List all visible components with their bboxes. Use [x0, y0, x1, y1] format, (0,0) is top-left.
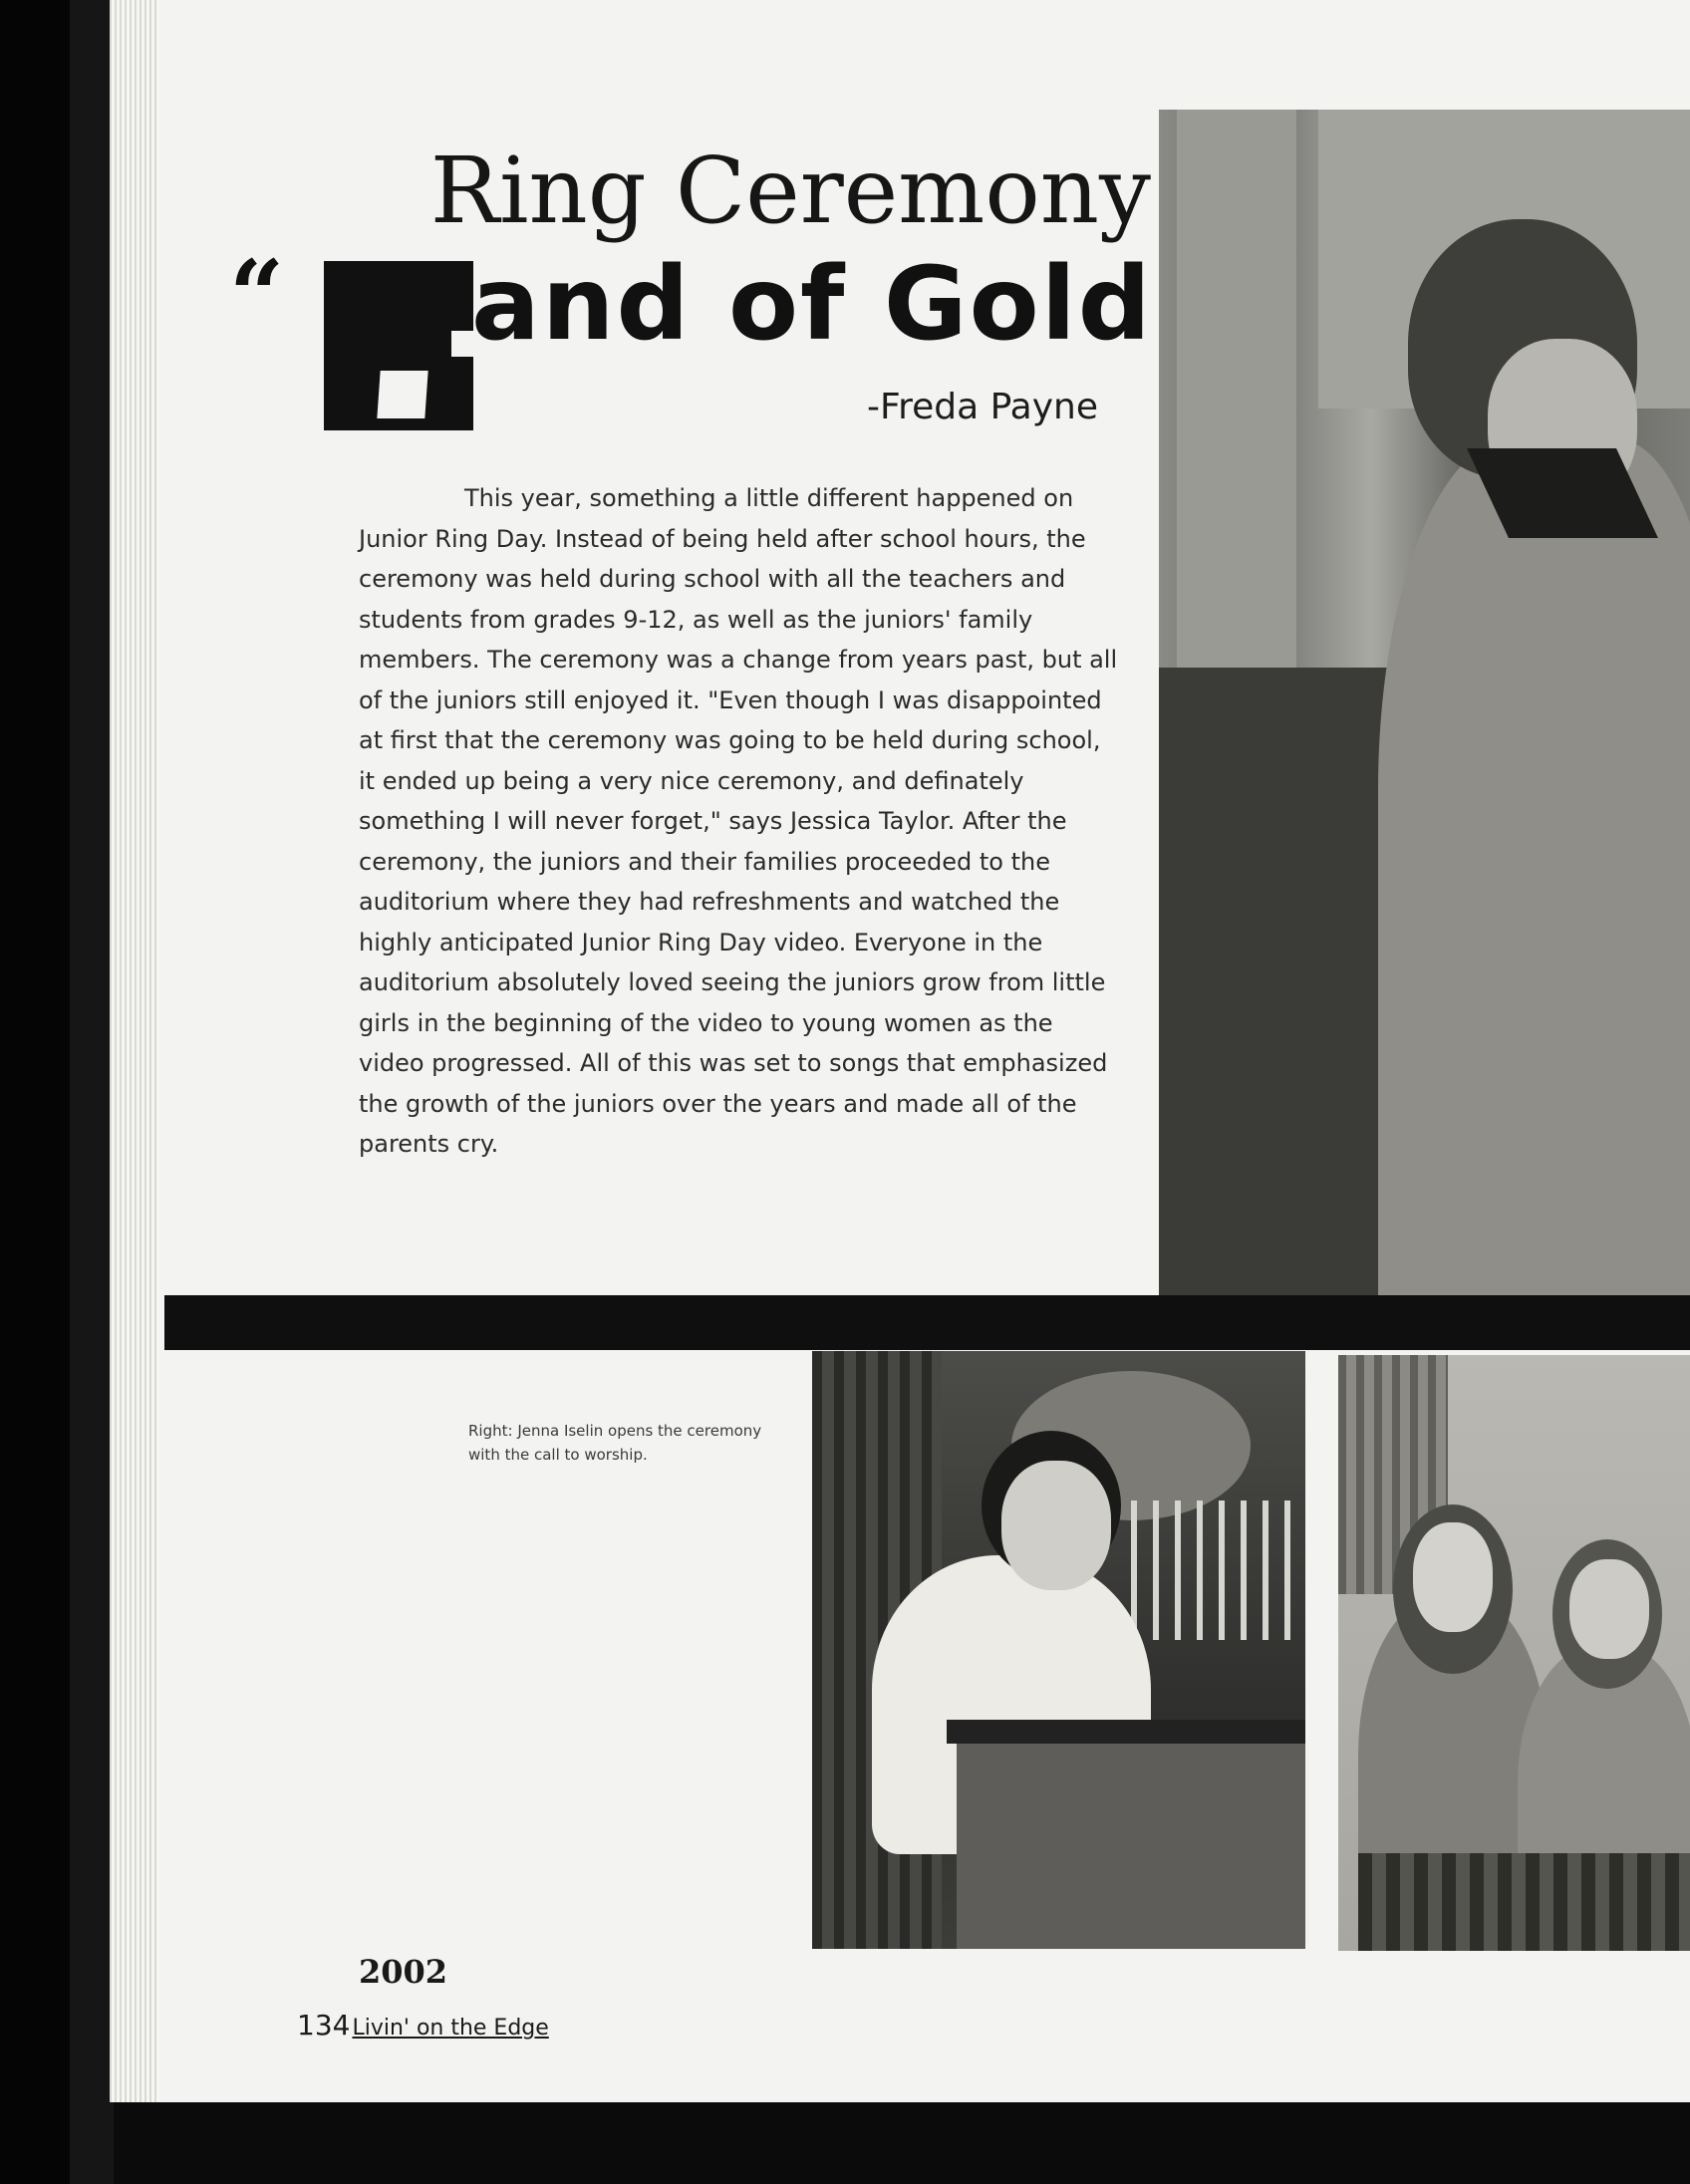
quote-attribution: -Freda Payne	[867, 387, 1099, 427]
photo-speaker-at-podium	[812, 1351, 1305, 1949]
photo-juniors-with-candles	[1338, 1355, 1690, 1951]
photo-caption: Right: Jenna Iselin opens the ceremony with the call to worship.	[468, 1422, 762, 1464]
page-edges	[110, 0, 159, 2102]
photo-teacher	[1159, 110, 1690, 1300]
book-spine	[70, 0, 114, 2184]
page-footer	[297, 2009, 549, 2042]
open-quote-mark: “	[229, 239, 285, 352]
drop-cap-letter	[324, 261, 473, 430]
section-name: Livin' on the Edge	[352, 2016, 549, 2041]
song-quote	[204, 239, 1261, 438]
page-title: Ring Ceremony	[429, 137, 1151, 244]
book-shadow	[0, 0, 70, 2184]
song-title: and of Gold	[471, 245, 1153, 364]
page-number: 134	[297, 2009, 351, 2042]
article-body: This year, something a little different happened on Junior Ring Day. Instead of being held after school hours, the ceremony was held during school with all the teachers and students from grades 9-12, as well as the juniors' family members. The ceremony was a change from years past, but all of the juniors still enjoyed it. "Even though I was disappointed at first that the ceremony was going to be held during school, it ended up being a very nice ceremony, and definately something I will never forget," says Jessica Taylor. After the ceremony, the juniors and their families proceeded to the auditorium where they had refreshments and watched the highly anticipated Junior Ring Day video. Everyone in the auditorium absolutely loved seeing the juniors grow from little girls in the beginning of the video to young women as the video progressed. All of this was set to songs that emphasized the growth of the juniors over the years and made all of the parents cry.	[359, 484, 1118, 1158]
divider-bar	[164, 1295, 1690, 1350]
yearbook-year-logo: 2002	[359, 1953, 448, 1991]
